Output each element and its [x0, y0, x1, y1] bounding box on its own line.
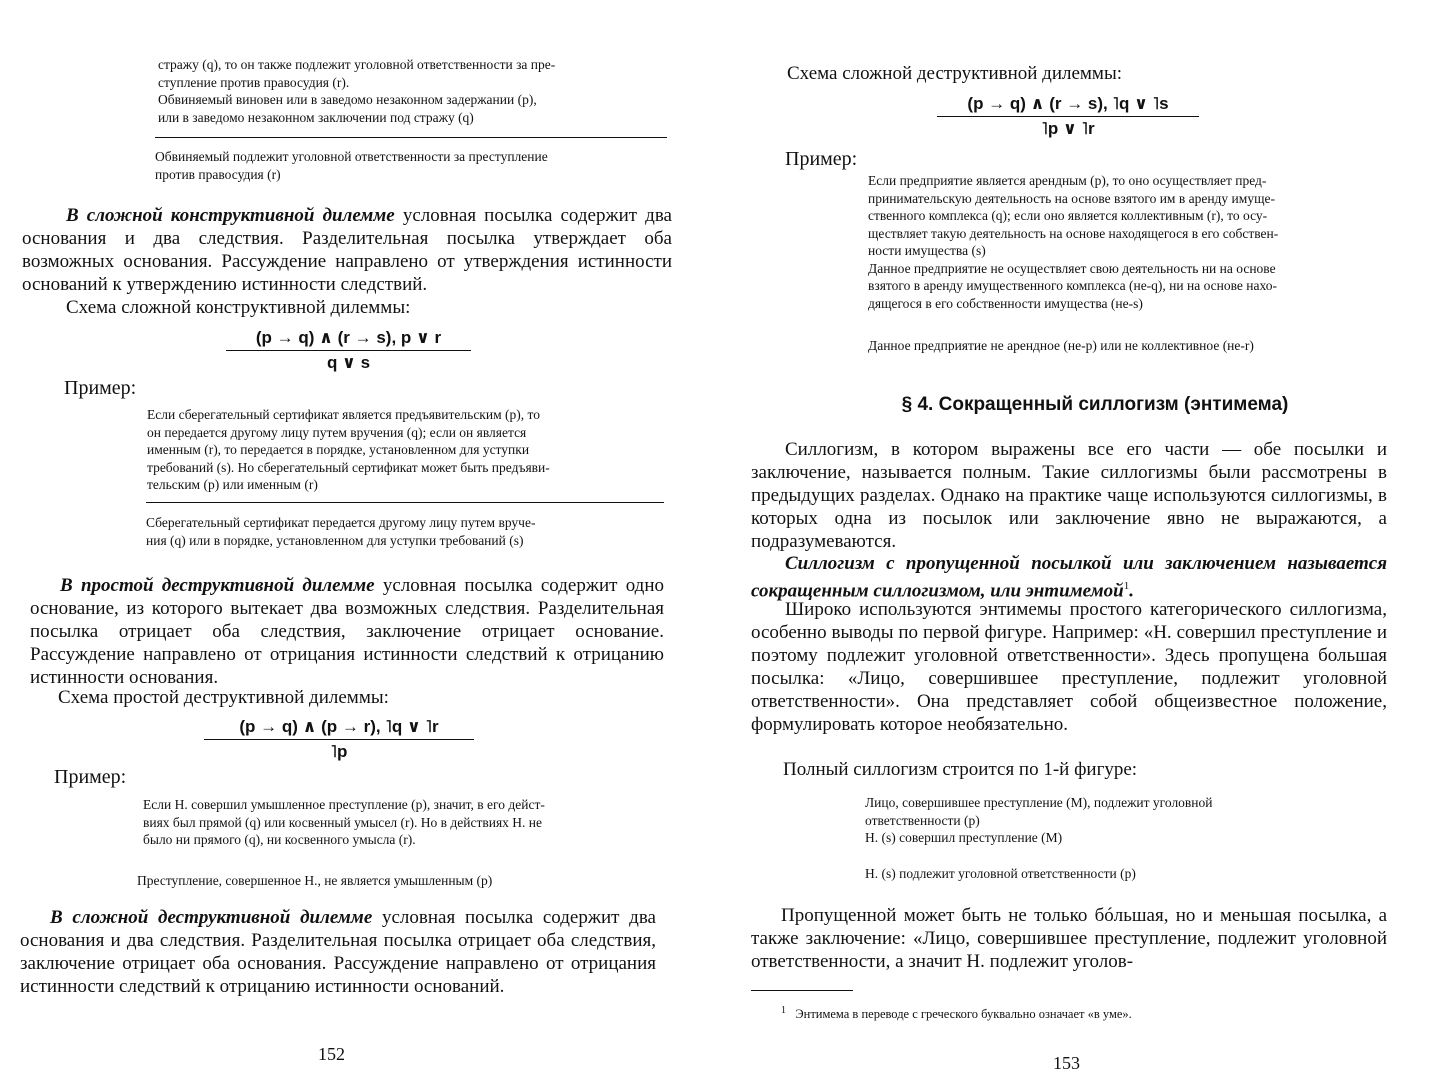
formula-complex-constructive: [226, 328, 471, 373]
formula-denominator: ˥p ∨ ˥r: [1041, 119, 1095, 138]
schema-label: Схема сложной деструктивной дилеммы:: [787, 63, 1123, 84]
example-premises-1: Если сберегательный сертификат является предъявительским (p), то он передается другому лицу путем вручения (q); если он является именным (r), то передается в порядке, установленном для уступки требований (s). Но сберегательный сертификат может быть предъяви- тельским (p) или именным (r): [147, 407, 550, 492]
schema-label: Схема простой деструктивной дилеммы:: [58, 687, 389, 708]
formula-simple-destructive: [204, 717, 474, 762]
example-conclusion-2: Преступление, совершенное Н., не является умышленным (p): [137, 873, 493, 888]
footnote-separator: [751, 990, 853, 991]
example-conclusion-1: Сберегательный сертификат передается другому лицу путем вруче- ния (q) или в порядке, установленном для уступки требований (s): [146, 515, 536, 548]
paragraph-complex-destructive: В сложной деструктивной дилемме условная посылка содержит два основания и два следствия. Разделительная посылка отрицает оба следствия, заключение отрицает оба основания. Рассуждение направлено от отрицания истинности следствий к отрицанию истинности оснований.: [20, 907, 656, 997]
example-conclusion: Данное предприятие не арендное (не-p) или не коллективное (не-r): [868, 338, 1254, 353]
schema-label: Схема сложной конструктивной дилеммы:: [66, 297, 411, 318]
example-premises: Если предприятие является арендным (p), то оно осуществляет пред- принимательскую деятельность на основе взятого им в аренду имуще- ственного комплекса (q); если оно является коллективным (r), то осу- ществляет такую деятельность на основе находящегося в его собствен- ности имущества (s) Данное предприятие не осуществляет свою деятельность ни на основе взятого в аренду имущественного комплекса (не-q), ни на основе нахо- дящегося в его собственности имущества (не-s): [868, 173, 1279, 311]
page-152: [0, 0, 725, 1088]
paragraph-omitted-parts: Пропущенной может быть не только бóльшая, но и меньшая посылка, а также заключение: «Лицо, совершившее преступление, подлежит уголовной ответственности, а значит Н. подлежит уголов-: [751, 905, 1387, 972]
page-number: 153: [1053, 1053, 1080, 1073]
example-label: Пример:: [785, 148, 858, 170]
conclusion-rule: [146, 502, 664, 503]
term: В сложной конструктивной дилемме: [66, 205, 395, 226]
definition-enthymeme: Силлогизм с пропущенной посылкой или заключением называется сокращенным силлогизмом, или энтимемой$^1$.: [751, 553, 1387, 602]
syllogism-premises: Лицо, совершившее преступление (M), подлежит уголовной ответственности (p) Н. (s) совершил преступление (M): [865, 795, 1213, 845]
term: В сложной деструктивной дилемме: [50, 907, 373, 928]
conclusion-rule: [155, 137, 667, 138]
example-label: Пример:: [64, 377, 137, 399]
footnote: $^1$ Энтимема в переводе с греческого буквально означает «в уме».: [781, 1005, 1132, 1022]
term: В простой деструктивной дилемме: [60, 575, 375, 596]
section-heading: § 4. Сокращенный силлогизм (энтимема): [901, 394, 1289, 415]
paragraph-full-syllogism: Силлогизм, в котором выражены все его части — обе посылки и заключение, называется полным. Такие силлогизмы были рассмотрены в предыдущих разделах. Однако на практике чаще используются силлогизмы, в которых одна из посылок или заключение явно не выражаются, а подразумеваются.: [751, 439, 1387, 552]
formula-complex-destructive: [937, 94, 1199, 139]
formula-numerator: (p → q) ∧ (p → r), ˥q ∨ ˥r: [204, 717, 474, 740]
formula-numerator: (p → q) ∧ (r → s), p ∨ r: [226, 328, 471, 351]
formula-numerator: (p → q) ∧ (r → s), ˥q ∨ ˥s: [937, 94, 1199, 117]
paragraph-complex-constructive: В сложной конструктивной дилемме условная посылка содержит два основания и два следствия. Разделительная посылка утверждает оба возможных основания. Рассуждение направлено от утверждения истинности оснований к утверждению истинности следствий.: [22, 205, 672, 295]
paragraph-first-figure: Полный силлогизм строится по 1-й фигуре:: [783, 759, 1138, 780]
paragraph-simple-destructive: В простой деструктивной дилемме условная посылка содержит одно основание, из которого вытекает два возможных следствия. Разделительная посылка отрицает оба следствия, заключение отрицает основание. Рассуждение направлено от отрицания истинности следствий к отрицанию истинности основания.: [30, 575, 664, 688]
footnote-ref: 1: [1123, 580, 1130, 592]
example-label: Пример:: [54, 766, 127, 788]
example-conclusion-0: Обвиняемый подлежит уголовной ответственности за преступление против правосудия (r): [155, 149, 548, 182]
page-153: [725, 0, 1451, 1088]
formula-denominator: q ∨ s: [326, 353, 371, 372]
example-premises-2: Если Н. совершил умышленное преступление (p), значит, в его дейст- виях был прямой (q) или косвенный умысел (r). Но в действиях Н. не было ни прямого (q), ни косвенного умысла (r).: [143, 797, 545, 847]
paragraph-enthymeme-usage: Широко используются энтимемы простого категорического силлогизма, особенно выводы по первой фигуре. Например: «Н. совершил преступление и поэтому подлежит уголовной ответственности». Здесь пропущена большая посылка: «Лицо, совершившее преступление, подлежит уголовной ответственности». Она представляет собой общеизвестное положение, формулировать которое необязательно.: [751, 599, 1387, 735]
example-premises-0: стражу (q), то он также подлежит уголовной ответственности за пре- ступление против правосудия (r). Обвиняемый виновен или в заведомо незаконном задержании (p), или в заведомо незаконном заключении под стражу (q): [158, 57, 556, 125]
formula-denominator: ˥p: [330, 742, 348, 761]
page-number: 152: [318, 1044, 345, 1064]
syllogism-conclusion: Н. (s) подлежит уголовной ответственности (p): [865, 866, 1136, 881]
